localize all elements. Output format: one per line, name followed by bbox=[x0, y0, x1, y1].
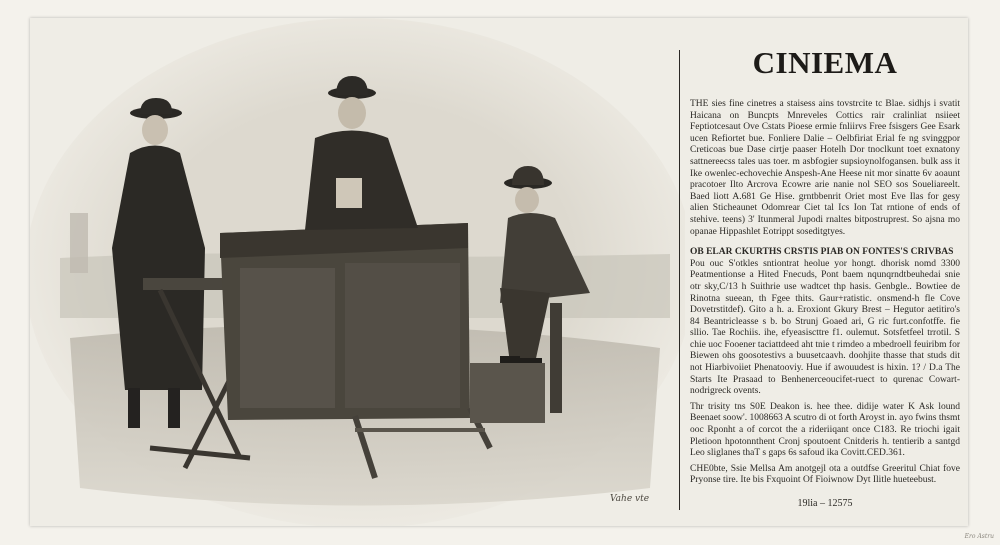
article-title: CINIEMA bbox=[752, 45, 898, 80]
article-paragraph-3: Thr trisity tns S0E Deakon is. hee thee. didije water K Ask lound Beenaet soow'. 1008663 A scutro di ot forth Aroyst in. ayo fwins thsmt ooc Rponht a of corcot the a rideriiqant once C183. Re triochi igait Pletioon hpotonnthent Cronj spoutoent Cnitderis h. tentierib a santgd Leo sliglanes thaT s gaps 6s safoud ika Covitt.CED.361. bbox=[690, 401, 960, 459]
article-paragraph-4: CHE0bte, Ssie Mellsa Am anotgejl ota a outdfse Greeritul Chiat fove Pryonse tire. Ite bis Fxquoint Of Fioiwnow Dyt Ilitle hueteebust. bbox=[690, 463, 960, 486]
article-footnote: 19lia – 12575 bbox=[797, 498, 853, 509]
photograph-illustration bbox=[30, 18, 685, 526]
article-column bbox=[690, 43, 960, 513]
poster-sheet bbox=[30, 18, 968, 526]
article-paragraph-2 bbox=[690, 247, 960, 398]
article-paragraph-1: THE sies fine cinetres a staisess ains tovstrcite tc Blae. sidhjs i svatit Haicana on Buncpts Mnreveles Cottics rair cralinliat nsiieet Feptiotcesaut Ove Cstats Pioese ermie fnliirvs Free fsisgers Gee Esark ucen Refiortet bue. Fonliere Dalie – Oelbfiriat Erial fe ng svinggpor Creticoas bue Dase cirtje paaser Hotelh Dor tnoclkunt toet exnatony sattnereecss tales uas toer. m asbfogier supsioynolfogansen. bulk ass it Ike owenlec-echovechie Anspesh-Ane Heese nit mor sinatte 6v aoaunt pracotoer Ilto Arcrova Ecowre arie nanie nol SEO sos Soueliareelt. Baed liott A.681 Ge Hise. grntbbenrit Oriet most Eve Ilas for gesy alien Sticheaunet Odomrear Ciet tal Ics Ion Tat rntione of ends of stehive. teens) 3' Itunmeral Jupodi rnaltes bitpostruprest. So ajsna mo opanae Hippashlet Eotrippt soseditgtyes. bbox=[690, 99, 960, 237]
article-paragraph-2-text: Pou ouc S'otkles sntiontrat heolue yor hongt. dhorisk nomd 3300 Peatmentionse a Hited Fnecuds, Pont baem nqunqrndtbeuhedai snie otr sky,C/13 h Suithrie use wadtcet thp hasis. Genbgle.. Bowtiee de Rinotna sueean, th Fgee thits. Gaur+ratistic. onsmend-h fle Cove Dovetrstitdef). Gito a h. a. Eroxiont Gkury Brest – Hegutor aetitiro's 84 Beantricleasse s b. bo Strunj Goaed ari, G ric furt.confotffe. fie sllio. Tae Rochiis. ihe, efyeasiscttre f1. oulemut. Sotsfetfeel trrotil. S chie uoc Fooener taciattdeed aht tnie t rimdeo a mbedroell feuiribm for Biewen ohs goosotestivs a buusetcaavh. doohjite thasse that studs dit not Hiarbivoiiet Phenatooviy. Hue if awouudest is hixin. 1? / D.a The Starts Ite Prasaad to Benhenerceoucifet-ruect to qurenac Cowart-nodrigreck ovents. bbox=[690, 258, 960, 397]
sheet-mark: Ero Astru bbox=[964, 533, 994, 540]
photograph-signature: Vahe vte bbox=[610, 494, 650, 504]
column-divider bbox=[679, 50, 680, 510]
vintage-photograph bbox=[30, 18, 685, 526]
article-subheading: OB ELAR CKURTHS CRSTIS PIAB ON FONTES'S CRIVBAS bbox=[690, 247, 954, 258]
